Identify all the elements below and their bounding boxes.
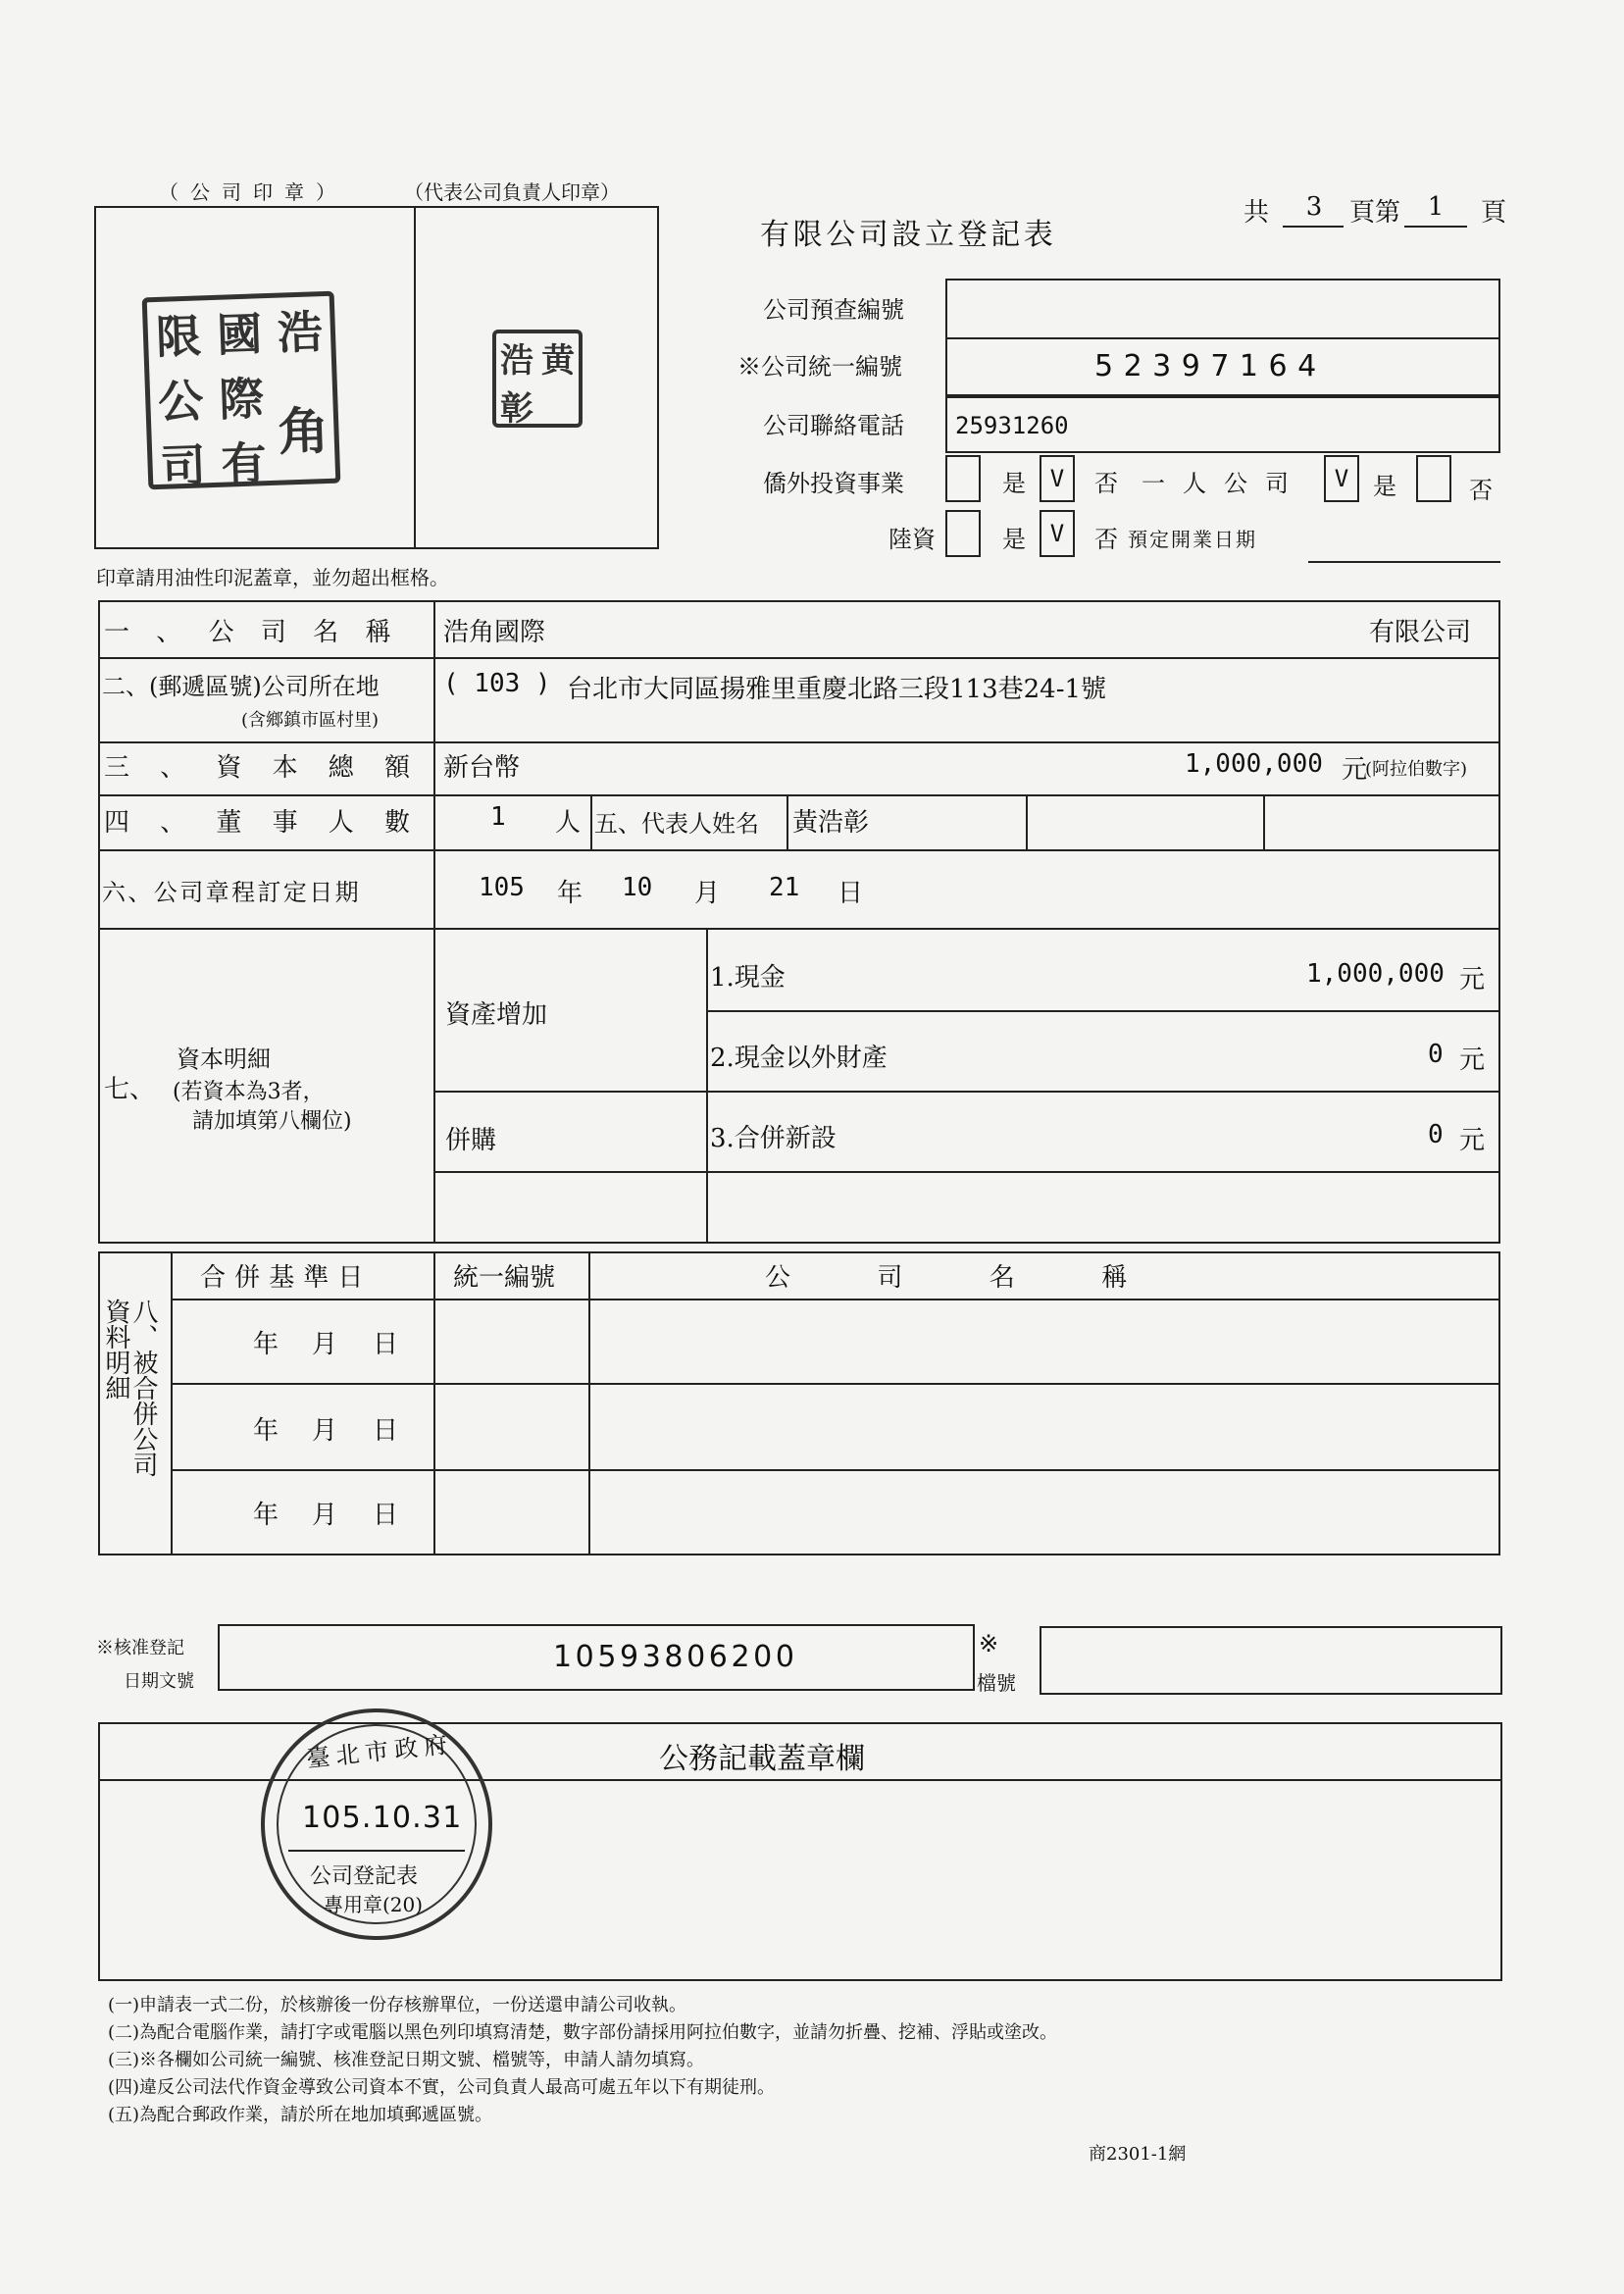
open-date-label: 預定開業日期 [1128,528,1257,551]
charter-day: 21 [769,873,800,902]
col-merge-date: 合併基準日 [200,1263,373,1293]
rep-name: 黃浩彰 [792,808,870,838]
page-total: 3 [1305,192,1323,222]
page-mid: 頁第 [1349,198,1401,228]
approval-number-field [218,1624,975,1691]
file-no-field [1040,1626,1502,1695]
one-person-no-checkbox[interactable] [1416,455,1451,502]
seal-note: 印章請用油性印泥蓋章，並勿超出框格。 [96,566,449,589]
capital-detail-prefix: 七、 [104,1075,156,1104]
uniform-no-field [945,337,1500,396]
one-person-label: 一人公司 [1142,470,1306,497]
mainland-label: 陸資 [888,526,936,553]
footnote: (三)※各欄如公司統一編號、核准登記日期文號、檔號等，申請人請勿填寫。 [108,2050,705,2070]
merger-table [98,1251,1500,1555]
postal-code: ( 103 ) [443,669,551,698]
one-person-yes-checkbox[interactable]: V [1324,455,1359,502]
overseas-yes-checkbox[interactable] [945,455,981,502]
charter-year: 105 [479,873,525,902]
company-name: 浩角國際 [443,618,546,647]
mainland-no-checkbox[interactable]: V [1040,510,1075,557]
cash-label: 1.現金 [710,963,786,993]
company-seal-label: （公司印章） [159,180,347,204]
charter-month: 10 [622,873,653,902]
overseas-label: 僑外投資事業 [763,470,904,497]
page-prefix: 共 [1243,198,1270,228]
page-current: 1 [1427,192,1445,222]
merger-label: 併購 [445,1126,497,1155]
directors-count: 1 [490,802,506,832]
file-no-label: 檔號 [977,1671,1016,1695]
rep-name-label: 五、代表人姓名 [594,810,759,838]
noncash-value: 0 [1428,1040,1444,1069]
overseas-no-checkbox[interactable]: V [1040,455,1075,502]
capital-label: 三、資本總額 [104,753,441,783]
capital-total: 1,000,000 [1185,749,1323,779]
footnote: (二)為配合電腦作業，請打字或電腦以黑色列印填寫清楚，數字部份請採用阿拉伯數字，並請勿折疊、挖補、浮貼或塗改。 [108,2022,1058,2043]
directors-label: 四、董事人數 [104,808,441,838]
company-name-label: 一、公司名稱 [104,618,418,647]
merger-side-label: 八、被合併公司資料明細 [101,1299,158,1477]
asset-increase-label: 資產增加 [445,1000,548,1030]
address-sublabel: (含鄉鎮市區村里) [241,710,380,731]
currency: 新台幣 [443,753,521,783]
arabic-note: (阿拉伯數字) [1365,759,1468,780]
stamp-date: 105.10.31 [302,1801,463,1835]
noncash-label: 2.現金以外財產 [710,1044,888,1073]
form-code: 商2301-1網 [1089,2144,1187,2165]
footnote: (一)申請表一式二份，於核辦後一份存核辦單位，一份送還申請公司收執。 [108,1995,687,2015]
company-seal: 浩 國 限 角 際 公 有 司 [142,291,341,490]
approval-number: 10593806200 [553,1640,798,1674]
approval-label: ※核准登記 [96,1638,184,1658]
stamp-top-text: 臺北市政府 [305,1730,455,1773]
merger-new-value: 0 [1428,1120,1444,1149]
representative-seal: 黄 浩 彰 [492,330,583,428]
phone-field[interactable] [945,396,1500,453]
col-company-name: 公司名稱 [765,1263,1214,1293]
uniform-no-value: 52397164 [1094,349,1327,383]
cash-value: 1,000,000 [1306,959,1445,989]
footnote: (五)為配合郵政作業，請於所在地加填郵遞區號。 [108,2105,493,2125]
open-date-field[interactable] [1308,561,1500,563]
phone-label: 公司聯絡電話 [763,412,904,439]
precheck-label: 公司預查編號 [763,296,904,324]
footnote: (四)違反公司法代作資金導致公司資本不實，公司負責人最高可處五年以下有期徒刑。 [108,2077,776,2098]
address-label: 二、(郵遞區號)公司所在地 [102,673,380,700]
precheck-field[interactable] [945,279,1500,339]
official-title: 公務記載蓋章欄 [659,1742,865,1776]
capital-detail-title: 資本明細 [177,1045,271,1073]
form-title: 有限公司設立登記表 [760,218,1057,252]
stamp-bottom-2: 專用章(20) [324,1893,424,1916]
charter-date-label: 六、公司章程訂定日期 [102,879,361,906]
address-value: 台北市大同區揚雅里重慶北路三段113巷24-1號 [567,675,1107,704]
city-government-stamp [261,1708,492,1940]
uniform-no-label: ※公司統一編號 [737,353,902,381]
col-uniform-no: 統一編號 [453,1263,556,1293]
rep-seal-label: （代表公司負責人印章） [404,180,620,204]
page-suffix: 頁 [1481,198,1507,228]
stamp-bottom-1: 公司登記表 [310,1864,419,1889]
company-suffix: 有限公司 [1369,618,1472,647]
mainland-yes-checkbox[interactable] [945,510,981,557]
merger-new-label: 3.合併新設 [710,1124,837,1153]
phone-value: 25931260 [955,412,1069,439]
